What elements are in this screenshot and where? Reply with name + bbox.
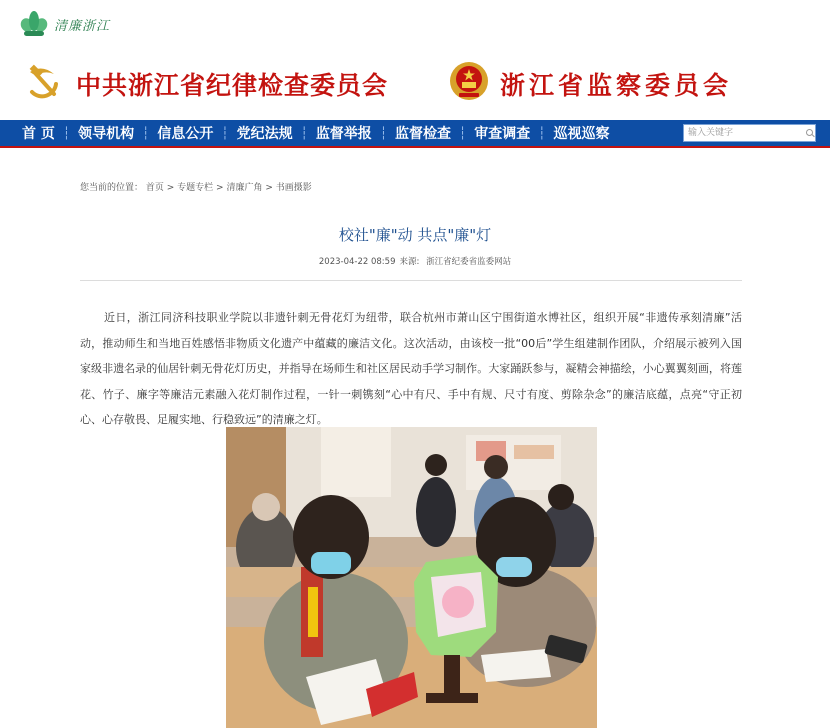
nav-separator: ┆ [142,126,150,140]
breadcrumb-separator: > [163,183,178,193]
search-box [683,124,816,142]
nav-item-inspection[interactable]: 监督检查 [395,126,452,142]
mini-logo-text: 清廉浙江 [54,18,111,34]
site-mini-logo[interactable] [20,10,110,38]
national-emblem-icon [448,60,490,102]
nav-item-disclosure[interactable]: 信息公开 [157,126,214,142]
title-divider [80,280,742,281]
article-meta [0,255,830,267]
nav-separator: ┆ [538,126,546,140]
nav-item-investigation[interactable]: 审查调查 [474,126,531,142]
breadcrumb-clean-angle[interactable]: 清廉广角 [226,183,263,193]
breadcrumb-calligraphy-photo[interactable]: 书画摄影 [275,183,312,193]
article-source: 浙江省纪委省监委网站 [426,257,512,267]
article-source-label: 来源: [399,257,420,267]
nav-item-regulations[interactable]: 党纪法规 [236,126,293,142]
article-date: 2023-04-22 08:59 [318,257,396,267]
nav-item-report[interactable]: 监督举报 [315,126,372,142]
nav-separator: ┆ [62,126,71,140]
breadcrumb-separator: > [213,183,227,193]
cpc-commission-title[interactable]: 中共浙江省纪律检查委员会 [76,71,389,100]
article-title: 校社"廉"动 共点"廉"灯 [338,226,492,244]
nav-separator: ┆ [300,126,308,140]
main-nav [0,120,830,148]
nav-separator: ┆ [379,126,388,140]
breadcrumb-separator: > [262,183,276,193]
site-header-banner [0,44,830,118]
breadcrumb [80,180,312,193]
nav-item-home[interactable]: 首 页 [22,126,55,142]
lotus-icon [20,10,48,38]
breadcrumb-prefix: 您当前的位置： [80,183,144,193]
breadcrumb-home[interactable]: 首页 [145,183,164,193]
nav-item-tour-inspection[interactable]: 巡视巡察 [553,126,610,142]
search-icon[interactable] [806,129,815,138]
breadcrumb-special-topics[interactable]: 专题专栏 [177,183,214,193]
search-input[interactable] [684,126,802,140]
nav-item-leadership[interactable]: 领导机构 [78,126,135,142]
nav-separator: ┆ [459,126,467,140]
article-body: 近日，浙江同济科技职业学院以非遗针刺无骨花灯为纽带，联合杭州市萧山区宁围街道水博社区，组织开展“非遗传承刻清廉”活动，推动师生和当地百姓感悟非物质文化遗产中蕴藏的廉洁文化。这次活动，由该校一批“00后”学生组建制作团队，介绍展示被列入国家级非遗名录的仙居针刺无骨花灯历史，并指导在场师生和社区居民动手学习制作。大家踊跃参与，凝精会神描绘，小心翼翼刻画，将莲花、竹子、廉字等廉洁元素融入花灯制作过程，一针一刺镌刻“心中有尺、手中有规、尺寸有度、剪除杂念”的廉洁底蕴，点亮“守正初心、心存敬畏、足履实地、行稳致远”的清廉之灯。 [80,311,742,426]
article-photo [226,427,597,728]
supervision-commission-title[interactable]: 浙江省监察委员会 [500,71,733,100]
hammer-sickle-icon [24,62,64,102]
nav-separator: ┆ [221,126,229,140]
